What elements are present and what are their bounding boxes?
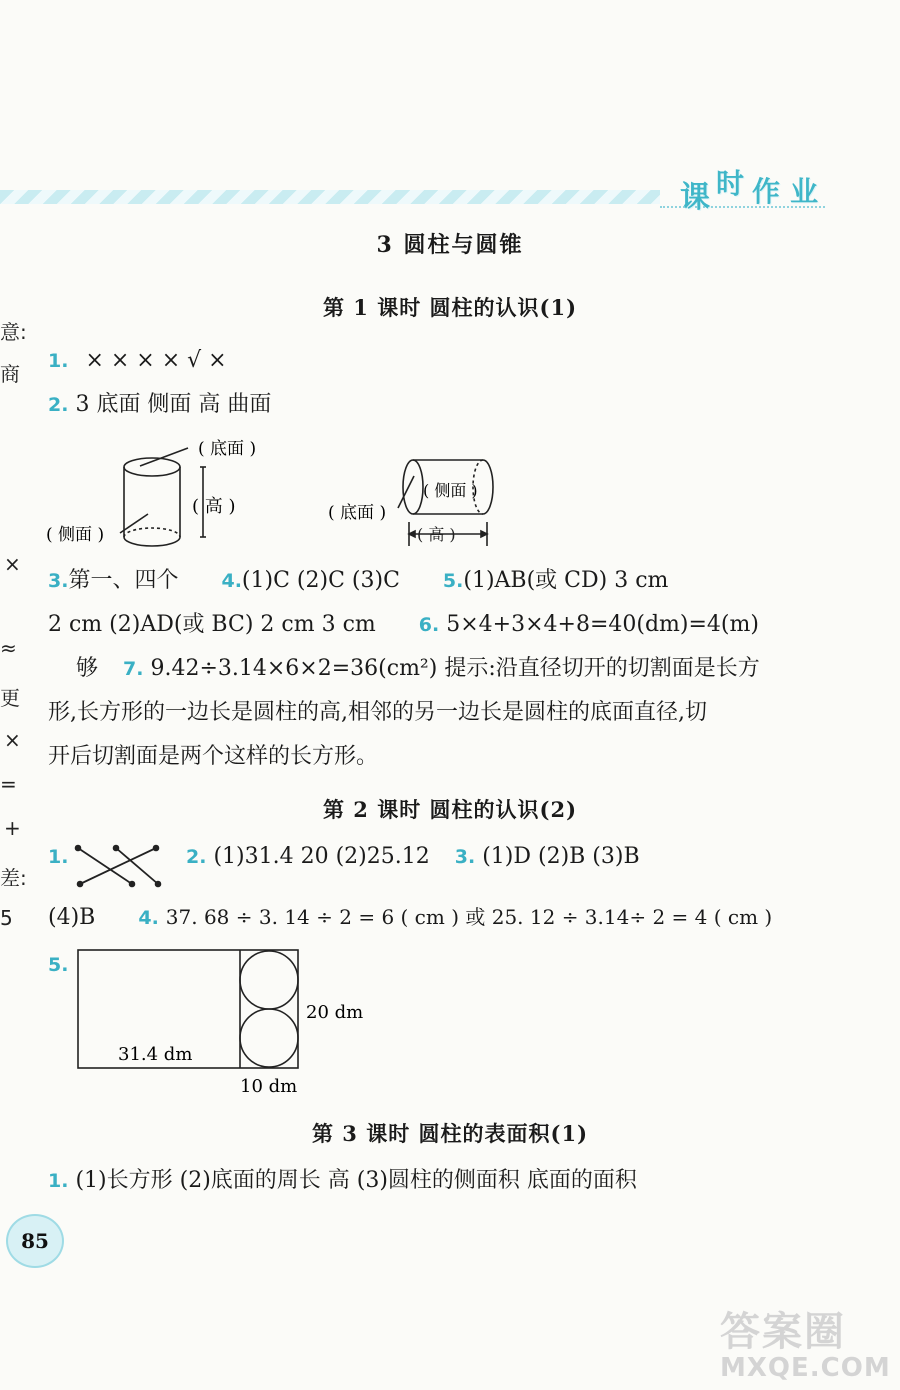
matching-lines-figure — [72, 842, 168, 890]
question-number: 4. — [138, 907, 159, 929]
lesson1-title: 第 1 课时 圆柱的认识(1) — [322, 295, 578, 320]
lesson1-line-e: 开后切割面是两个这样的长方形。 — [48, 744, 379, 769]
page-number: 85 — [6, 1214, 64, 1268]
lesson2-q5 — [48, 950, 68, 980]
question-number: 1. — [48, 846, 69, 868]
brand-char: 时 — [716, 167, 745, 200]
lesson2-line-b — [48, 902, 772, 933]
lesson1-q3-q5 — [48, 566, 668, 596]
question-number: 5. — [48, 954, 69, 976]
left-edge-text: ≈ — [0, 636, 17, 660]
answer-text: 9.42÷3.14×6×2=36(cm²) 提示:沿直径切开的切割面是长方 — [150, 656, 760, 681]
question-number: 3. — [48, 570, 69, 592]
label-base-right: ( 底面 ) — [328, 503, 387, 523]
answer-text: 2 cm (2)AD(或 BC) 2 cm 3 cm — [48, 612, 376, 637]
answer-text: 够 — [76, 656, 99, 681]
lesson2-q2-q3 — [186, 842, 640, 872]
lesson3-title: 第 3 课时 圆柱的表面积(1) — [311, 1121, 589, 1146]
answer-text: 3 底面 侧面 高 曲面 — [75, 392, 272, 417]
label-net-height: 20 dm — [306, 1002, 364, 1023]
left-edge-text: × — [4, 728, 21, 752]
brand-logo — [676, 160, 836, 215]
label-width: 10 dm — [240, 1076, 298, 1097]
lesson1-line-c — [76, 654, 760, 684]
watermark — [720, 1300, 900, 1390]
left-edge-text: 意: — [0, 320, 27, 344]
left-edge-text: + — [4, 816, 21, 840]
lesson1-line-d: 形,长方形的一边长是圆柱的高,相邻的另一边长是圆柱的底面直径,切 — [48, 700, 707, 725]
answer-text: 第一、四个 — [68, 568, 179, 593]
question-number: 1. — [48, 1170, 69, 1192]
label-length: 31.4 dm — [118, 1044, 193, 1065]
left-edge-text: = — [0, 772, 17, 796]
label-top-base: ( 底面 ) — [198, 439, 257, 459]
answer-text: (1)长方形 (2)底面的周长 高 (3)圆柱的侧面积 底面的面积 — [75, 1168, 637, 1193]
question-number: 6. — [418, 614, 440, 636]
answer-text: (1)D (2)B (3)B — [482, 844, 640, 869]
question-number: 2. — [186, 846, 207, 868]
lesson3-q1 — [48, 1166, 637, 1196]
answer-text: × × × × √ × — [85, 348, 227, 373]
left-edge-text: 5 — [0, 906, 13, 930]
watermark-line2: MXQE.COM — [720, 1353, 891, 1383]
cylinder-figures — [40, 430, 520, 555]
left-edge-text: 差: — [0, 866, 27, 890]
lesson1-q1 — [48, 346, 227, 376]
answer-text: (4)B — [48, 905, 96, 930]
answer-text: (1)31.4 20 (2)25.12 — [213, 844, 430, 869]
label-side-left: ( 侧面 ) — [46, 525, 105, 545]
lesson1-q2 — [48, 390, 271, 420]
answer-text: 5×4+3×4+8=40(dm)=4(m) — [446, 612, 759, 637]
answer-text: 37. 68 ÷ 3. 14 ÷ 2 = 6 ( cm ) 或 25. 12 ÷ 3.14÷ 2 = 4 ( cm ) — [165, 905, 773, 929]
question-number: 3. — [454, 846, 476, 868]
label-side-right: ( 侧面 ) — [423, 481, 478, 500]
question-number: 5. — [442, 570, 464, 592]
question-number: 4. — [221, 570, 242, 592]
header-stripe-band — [0, 190, 660, 204]
lesson2-q1 — [48, 842, 68, 872]
left-edge-text: 商 — [0, 362, 20, 386]
left-edge-text: 更 — [0, 686, 20, 710]
question-number: 7. — [123, 658, 144, 680]
net-diagram — [70, 944, 390, 1104]
lesson1-line-b — [48, 610, 759, 640]
question-number: 2. — [48, 394, 69, 416]
left-edge-text: × — [4, 552, 21, 576]
answer-text: (1)AB(或 CD) 3 cm — [463, 568, 669, 593]
watermark-line1: 答案圈 — [720, 1309, 846, 1355]
brand-char: 课 — [680, 180, 710, 215]
question-number: 1. — [48, 350, 69, 372]
brand-char: 作 — [752, 175, 781, 208]
brand-char: 业 — [790, 175, 819, 208]
label-height-right: ( 高 ) — [417, 525, 456, 544]
label-height: ( 高 ) — [192, 496, 236, 517]
answer-text: (1)C (2)C (3)C — [241, 568, 400, 593]
chapter-title: 3 圆柱与圆锥 — [376, 232, 524, 258]
lesson2-title: 第 2 课时 圆柱的认识(2) — [322, 797, 578, 822]
